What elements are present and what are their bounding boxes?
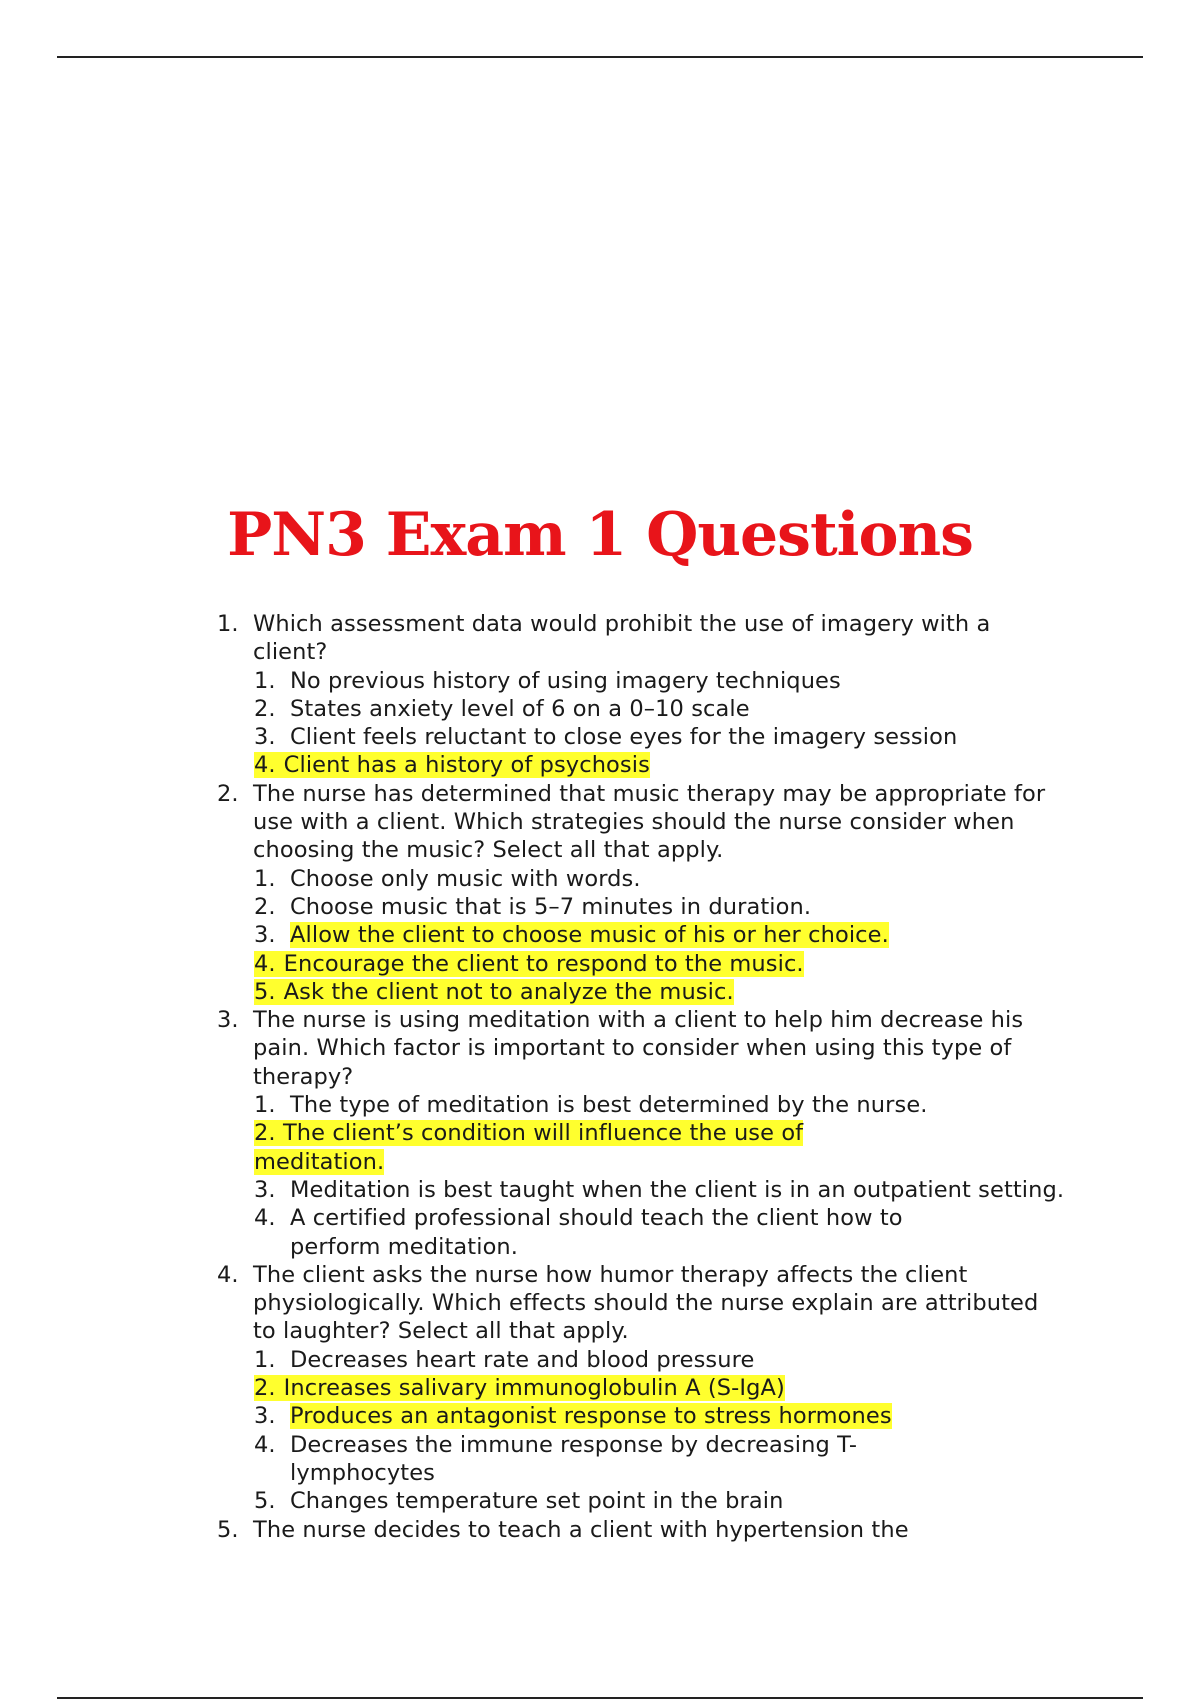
option-number: 3.: [254, 1403, 276, 1430]
option-text: A certified professional should teach the client how to perform meditation.: [290, 1205, 903, 1260]
question-1: [217, 610, 1067, 667]
question-5: [217, 1516, 1067, 1544]
option-highlighted: [254, 1119, 854, 1176]
question-text: The nurse is using meditation with a client to help him decrease his pain. Which factor is important to consider when using this type of therapy?: [253, 1007, 1024, 1090]
option-highlighted: [254, 751, 1067, 779]
question-number: 4.: [217, 1261, 239, 1288]
option-number: 2.: [254, 695, 276, 722]
option-text: Meditation is best taught when the client is in an outpatient setting.: [290, 1176, 1065, 1203]
question-1-options: [254, 667, 1067, 780]
option-text: Produces an antagonist response to stress hormones: [290, 1403, 892, 1430]
header-rule: [57, 56, 1143, 58]
option-text: Encourage the client to respond to the music.: [283, 950, 804, 977]
option-number: 1.: [254, 865, 276, 892]
option-text: The type of meditation is best determined by the nurse.: [290, 1092, 928, 1119]
question-list: [217, 610, 1067, 1544]
option: [254, 1204, 980, 1261]
option-number: 1.: [254, 1092, 276, 1119]
option: [254, 1091, 1067, 1119]
option-text: States anxiety level of 6 on a 0–10 scale: [290, 695, 750, 722]
option-highlighted: [254, 921, 1067, 949]
option-text: The client’s condition will influence the use of meditation.: [254, 1120, 804, 1175]
option-text: Choose only music with words.: [290, 865, 641, 892]
document-title: PN3 Exam 1 Questions: [227, 500, 973, 570]
question-text: The client asks the nurse how humor therapy affects the client physiologically. Which effects should the nurse explain are attributed to laughter? Select all that apply.: [253, 1261, 1039, 1345]
question-4-options: [254, 1346, 1067, 1516]
option-text: Ask the client not to analyze the music.: [283, 978, 734, 1005]
option-number: 2.: [254, 1375, 276, 1402]
option-number: 3.: [254, 1176, 276, 1203]
option-number: 1.: [254, 1346, 276, 1373]
option: [254, 667, 1067, 695]
option-number: 2.: [254, 893, 276, 920]
option-number: 5.: [254, 1488, 276, 1515]
question-2: [217, 780, 1067, 865]
question-number: 1.: [217, 611, 239, 637]
option-number: 3.: [254, 922, 276, 949]
option-highlighted: [254, 1402, 1067, 1430]
option: [254, 1487, 1067, 1515]
option-number: 4.: [254, 1205, 276, 1232]
option-number: 4.: [254, 1431, 276, 1458]
question-3-options: [254, 1091, 1067, 1261]
option: [254, 1346, 1067, 1374]
footer-rule: [57, 1697, 1143, 1699]
option-text: Client feels reluctant to close eyes for the imagery session: [290, 724, 958, 751]
option-text: Client has a history of psychosis: [283, 752, 650, 779]
option: [254, 865, 1067, 893]
question-number: 5.: [217, 1516, 239, 1543]
option-text: Decreases heart rate and blood pressure: [290, 1346, 755, 1373]
question-number: 2.: [217, 780, 239, 807]
option-highlighted: [254, 1374, 1067, 1402]
option: [254, 893, 1067, 921]
question-4: [217, 1261, 1067, 1346]
option-number: 1.: [254, 667, 276, 694]
question-text: The nurse has determined that music therapy may be appropriate for use with a client. Which strategies should the nurse consider when choosing the music? Select all that apply.: [253, 780, 1046, 864]
option-text: No previous history of using imagery techniques: [290, 667, 841, 694]
option-text: Changes temperature set point in the brain: [290, 1488, 784, 1515]
option-number: 4.: [254, 950, 276, 977]
option: [254, 1431, 910, 1488]
question-text: The nurse decides to teach a client with hypertension the: [253, 1516, 909, 1543]
option-text: Increases salivary immunoglobulin A (S-IgA): [283, 1375, 785, 1402]
option-number: 2.: [254, 1120, 276, 1147]
question-2-options: [254, 865, 1067, 1006]
option-text: Allow the client to choose music of his or her choice.: [290, 922, 889, 949]
question-number: 3.: [217, 1007, 239, 1034]
question-text: Which assessment data would prohibit the use of imagery with a client?: [253, 611, 991, 666]
option-text: Choose music that is 5–7 minutes in duration.: [290, 893, 812, 920]
option-number: 5.: [254, 978, 276, 1005]
option-highlighted: [254, 978, 1067, 1006]
option-text: Decreases the immune response by decreasing T- lymphocytes: [290, 1431, 858, 1486]
option: [254, 1176, 1067, 1204]
option-number: 3.: [254, 724, 276, 751]
option: [254, 723, 1067, 751]
option: [254, 695, 1067, 723]
option-number: 4.: [254, 752, 276, 779]
question-3: [217, 1006, 1067, 1091]
option-highlighted: [254, 950, 1067, 978]
